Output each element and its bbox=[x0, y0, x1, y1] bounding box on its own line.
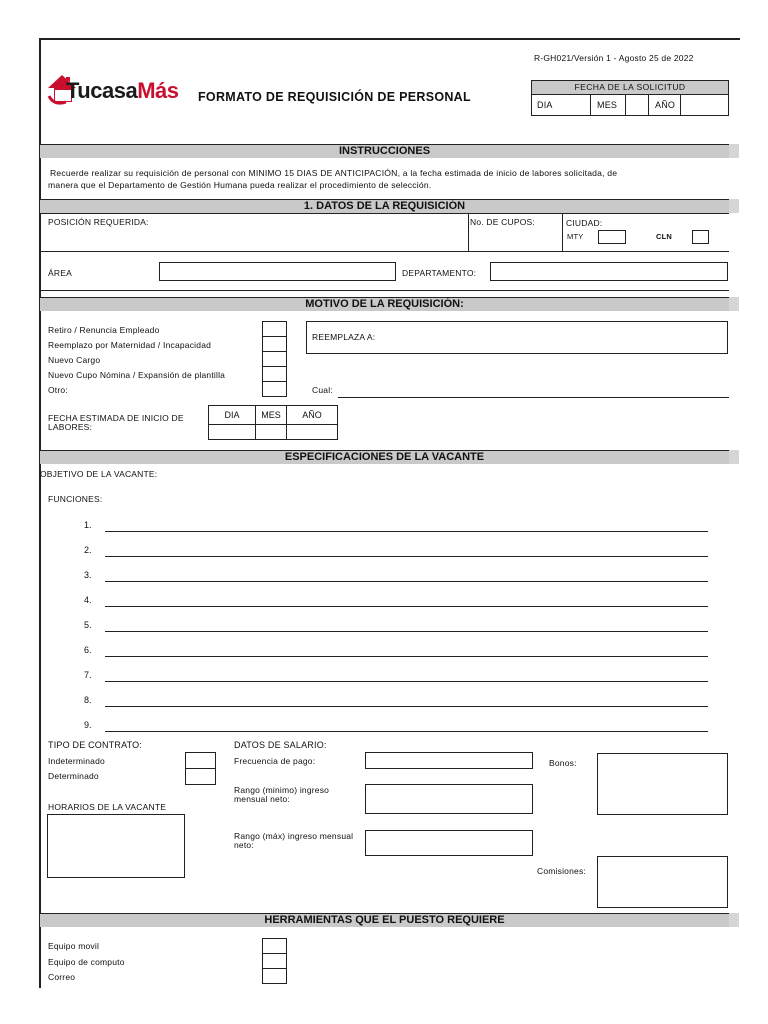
funcion-line[interactable] bbox=[105, 681, 708, 682]
funcion-number: 1. bbox=[84, 520, 92, 530]
divider bbox=[40, 251, 729, 252]
motivo-reemplazo-checkbox[interactable] bbox=[262, 336, 287, 352]
instrucciones-heading bbox=[40, 144, 729, 158]
inicio-anio-input[interactable] bbox=[286, 424, 338, 440]
comisiones-label: Comisiones: bbox=[537, 866, 586, 876]
form-title: FORMATO DE REQUISICIÓN DE PERSONAL bbox=[198, 90, 471, 104]
funcion-line[interactable] bbox=[105, 656, 708, 657]
datos-heading-text: 1. DATOS DE LA REQUISICIÓN bbox=[303, 200, 466, 212]
funcion-line[interactable] bbox=[105, 531, 708, 532]
fecha-dia-input[interactable] bbox=[565, 95, 590, 115]
datos-salario-label: DATOS DE SALARIO: bbox=[234, 740, 327, 750]
mty-label: MTY bbox=[567, 232, 584, 241]
fecha-mes-label: MES bbox=[597, 100, 618, 110]
funcion-line[interactable] bbox=[105, 556, 708, 557]
inicio-mes-label: MES bbox=[261, 410, 281, 420]
determinado-checkbox[interactable] bbox=[185, 768, 216, 785]
band-tail bbox=[729, 913, 739, 927]
datos-heading bbox=[40, 199, 729, 213]
motivo-option-nuevo-cargo: Nuevo Cargo bbox=[48, 355, 101, 365]
motivo-nuevo-cargo-checkbox[interactable] bbox=[262, 351, 287, 367]
reemplaza-label: REEMPLAZA A: bbox=[312, 332, 376, 342]
motivo-option-otro: Otro: bbox=[48, 385, 68, 395]
cual-line[interactable] bbox=[338, 397, 729, 398]
divider bbox=[562, 213, 563, 251]
inicio-dia-header bbox=[208, 405, 256, 425]
funcion-number: 2. bbox=[84, 545, 92, 555]
determinado-label: Determinado bbox=[48, 771, 99, 781]
herramienta-equipo-computo: Equipo de computo bbox=[48, 957, 125, 967]
ciudad-label: CIUDAD: bbox=[566, 218, 603, 228]
funcion-number: 5. bbox=[84, 620, 92, 630]
cln-checkbox[interactable] bbox=[692, 230, 709, 244]
departamento-input[interactable] bbox=[490, 262, 728, 281]
cual-label: Cual: bbox=[312, 385, 333, 395]
funcion-number: 6. bbox=[84, 645, 92, 655]
bonos-input[interactable] bbox=[597, 753, 728, 815]
fecha-dia-label: DIA bbox=[537, 100, 553, 110]
document-code: R-GH021/Versión 1 - Agosto 25 de 2022 bbox=[534, 53, 694, 63]
especificaciones-heading-text: ESPECIFICACIONES DE LA VACANTE bbox=[284, 451, 485, 463]
motivo-option-retiro: Retiro / Renuncia Empleado bbox=[48, 325, 160, 335]
frecuencia-input[interactable] bbox=[365, 752, 533, 769]
rango-min-input[interactable] bbox=[365, 784, 533, 814]
inicio-anio-label: AÑO bbox=[302, 410, 322, 420]
funcion-number: 9. bbox=[84, 720, 92, 730]
rango-max-input[interactable] bbox=[365, 830, 533, 856]
instrucciones-line-1: Recuerde realizar su requisición de personal con MINIMO 15 DIAS DE ANTICIPACIÓN, a la fecha estimada de inicio de labores solicitada, de bbox=[50, 168, 618, 178]
inicio-mes-header bbox=[255, 405, 287, 425]
rango-max-label-1: Rango (máx) ingreso mensual bbox=[234, 831, 354, 841]
equipo-computo-checkbox[interactable] bbox=[262, 953, 287, 969]
cln-label: CLN bbox=[656, 232, 673, 241]
herramienta-correo: Correo bbox=[48, 972, 76, 982]
equipo-movil-checkbox[interactable] bbox=[262, 938, 287, 954]
band-tail bbox=[729, 297, 739, 311]
motivo-heading bbox=[40, 297, 729, 311]
funcion-number: 7. bbox=[84, 670, 92, 680]
fecha-solicitud-header bbox=[532, 81, 728, 95]
area-input[interactable] bbox=[159, 262, 396, 281]
company-logo bbox=[46, 72, 186, 108]
cupos-label: No. DE CUPOS: bbox=[470, 217, 535, 227]
herramientas-heading bbox=[40, 913, 729, 927]
rango-min-label-2: mensual neto: bbox=[234, 794, 290, 804]
funcion-line[interactable] bbox=[105, 581, 708, 582]
inicio-dia-input[interactable] bbox=[208, 424, 256, 440]
horarios-label: HORARIOS DE LA VACANTE bbox=[48, 802, 167, 812]
logo-text-tucasa: Tucasa bbox=[66, 78, 138, 103]
especificaciones-heading bbox=[40, 450, 729, 464]
tipo-contrato-label: TIPO DE CONTRATO: bbox=[48, 740, 143, 750]
rango-max-label-2: neto: bbox=[234, 840, 254, 850]
comisiones-input[interactable] bbox=[597, 856, 728, 908]
motivo-otro-checkbox[interactable] bbox=[262, 381, 287, 397]
inicio-dia-label: DIA bbox=[224, 410, 240, 420]
motivo-option-nuevo-cupo: Nuevo Cupo Nómina / Expansión de plantilla bbox=[48, 370, 226, 380]
indeterminado-checkbox[interactable] bbox=[185, 752, 216, 769]
funcion-line[interactable] bbox=[105, 631, 708, 632]
fecha-mes-input[interactable] bbox=[626, 95, 648, 115]
objetivo-label: OBJETIVO DE LA VACANTE: bbox=[40, 469, 158, 479]
correo-checkbox[interactable] bbox=[262, 968, 287, 984]
indeterminado-label: Indeterminado bbox=[48, 756, 105, 766]
funcion-number: 8. bbox=[84, 695, 92, 705]
horarios-input[interactable] bbox=[47, 814, 185, 878]
band-tail bbox=[729, 450, 739, 464]
mty-checkbox[interactable] bbox=[598, 230, 626, 244]
funcion-line[interactable] bbox=[105, 606, 708, 607]
divider bbox=[648, 95, 649, 115]
inicio-anio-header bbox=[286, 405, 338, 425]
funcion-number: 3. bbox=[84, 570, 92, 580]
left-border bbox=[39, 38, 41, 988]
posicion-input[interactable] bbox=[160, 214, 468, 250]
rango-min-label-1: Rango (minimo) ingreso bbox=[234, 785, 330, 795]
instrucciones-heading-text: INSTRUCCIONES bbox=[338, 145, 431, 157]
motivo-option-reemplazo: Reemplazo por Maternidad / Incapacidad bbox=[48, 340, 212, 350]
instrucciones-line-2: manera que el Departamento de Gestión Humana pueda realizar el procedimiento de selección. bbox=[48, 180, 432, 190]
herramientas-heading-text: HERRAMIENTAS QUE EL PUESTO REQUIERE bbox=[264, 914, 505, 926]
funciones-label: FUNCIONES: bbox=[48, 494, 103, 504]
divider bbox=[468, 213, 469, 251]
motivo-retiro-checkbox[interactable] bbox=[262, 321, 287, 337]
fecha-inicio-label-1: FECHA ESTIMADA DE INICIO DE bbox=[48, 413, 184, 423]
frecuencia-label: Frecuencia de pago: bbox=[234, 756, 316, 766]
funcion-line[interactable] bbox=[105, 706, 708, 707]
inicio-mes-input[interactable] bbox=[255, 424, 287, 440]
funcion-number: 4. bbox=[84, 595, 92, 605]
fecha-anio-label: AÑO bbox=[655, 100, 676, 110]
fecha-solicitud-label: FECHA DE LA SOLICITUD bbox=[574, 82, 686, 92]
logo-text-mas: Más bbox=[137, 78, 179, 103]
divider bbox=[590, 95, 591, 115]
posicion-label: POSICIÓN REQUERIDA: bbox=[48, 217, 149, 227]
area-label: ÁREA bbox=[48, 268, 72, 278]
fecha-anio-input[interactable] bbox=[681, 95, 728, 115]
funcion-line[interactable] bbox=[105, 731, 708, 732]
divider bbox=[40, 290, 729, 291]
top-border bbox=[40, 38, 740, 40]
band-tail bbox=[729, 144, 739, 158]
departamento-label: DEPARTAMENTO: bbox=[402, 268, 477, 278]
bonos-label: Bonos: bbox=[549, 758, 577, 768]
fecha-inicio-label-2: LABORES: bbox=[48, 422, 93, 432]
motivo-heading-text: MOTIVO DE LA REQUISICIÓN: bbox=[305, 298, 464, 310]
band-tail bbox=[729, 199, 739, 213]
herramienta-equipo-movil: Equipo movil bbox=[48, 941, 100, 951]
motivo-nuevo-cupo-checkbox[interactable] bbox=[262, 366, 287, 382]
